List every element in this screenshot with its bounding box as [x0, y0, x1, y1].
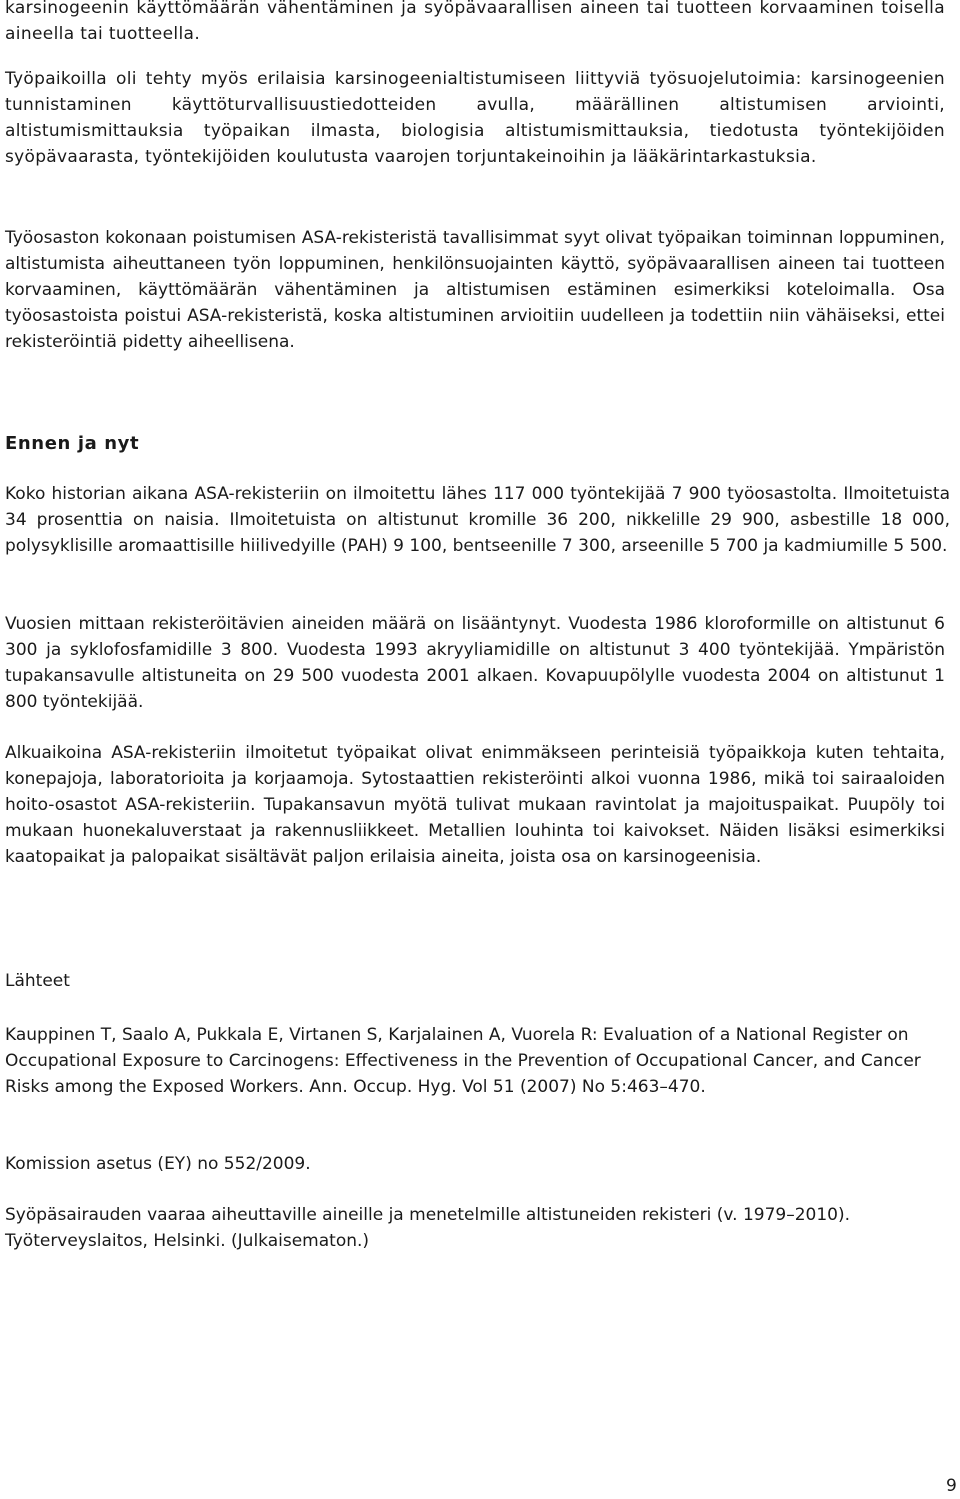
history-paragraph: Koko historian aikana ASA-rekisteriin on ilmoitettu lähes 117 000 työntekijää 7 900 työosastolta. Ilmoitetuista 34 prosenttia on naisia. Ilmoitetuista on altistunut kromille 36 200, nikkelille 29 900, asbestille 18 000, polysyklisille aromaattisille hiilivedyille (PAH) 9 100, bentseenille 7 300, arseenille 5 700 ja kadmiumille 5 500. — [5, 484, 950, 556]
intro-paragraph: karsinogeenin käyttömäärän vähentäminen ja syöpävaarallisen aineen tai tuotteen korvaaminen toisella aineella tai tuotteella. — [5, 0, 945, 44]
reference-item: Syöpäsairauden vaaraa aiheuttaville aineille ja menetelmille altistuneiden rekisteri (v. 1979–2010). Työterveyslaitos, Helsinki. (Julkaisematon.) — [5, 1205, 851, 1251]
page-number: 9 — [946, 1476, 957, 1496]
measures-paragraph: Työpaikoilla oli tehty myös erilaisia karsinogeenialtistumiseen liittyviä työsuojelutoimia: karsinogeenien tunnistaminen käyttöturvallisuustiedotteiden avulla, määrällinen altistumisen arviointi, altistumismittauksia työpaikan ilmasta, biologisia altistumismittauksia, tiedotusta työntekijöiden syöpävaarasta, työntekijöiden koulutusta vaarojen torjuntakeinoihin ja lääkärintarkastuksia. — [5, 69, 945, 167]
reference-item: Kauppinen T, Saalo A, Pukkala E, Virtanen S, Karjalainen A, Vuorela R: Evaluation of a National Register on Occupational Exposure to Carcinogens: Effectiveness in the Prevention of Occupational Cancer, and Cancer Risks among the Exposed Workers. Ann. Occup. Hyg. Vol 51 (2007) No 5:463–470. — [5, 1025, 921, 1097]
growth-paragraph: Vuosien mittaan rekisteröitävien aineiden määrä on lisääntynyt. Vuodesta 1986 kloroformille on altistunut 6 300 ja syklofosfamidille 3 800. Vuodesta 1993 akryyliamidille on altistunut 3 400 työntekijää. Ympäristön tupakansavulle altistuneita on 29 500 vuodesta 2001 alkaen. Kovapuupölylle vuodesta 2004 on altistunut 1 800 työntekijää. — [5, 614, 945, 712]
early-workplaces-paragraph: Alkuaikoina ASA-rekisteriin ilmoitetut työpaikat olivat enimmäkseen perinteisiä työpaikkoja kuten tehtaita, konepajoja, laboratorioita ja korjaamoja. Sytostaattien rekisteröinti alkoi vuonna 1986, mikä toi sairaaloiden hoito-osastot ASA-rekisteriin. Tupakansavun myötä tulivat mukaan ravintolat ja majoituspaikat. Puupöly toi mukaan huonekaluverstaat ja rakennusliikkeet. Metallien louhinta toi kaivokset. Näiden lisäksi esimerkiksi kaatopaikat ja palopaikat sisältävät paljon erilaisia aineita, joista osa on karsinogeenisia. — [5, 743, 945, 867]
section-heading: Ennen ja nyt — [5, 433, 140, 454]
sources-heading: Lähteet — [5, 971, 70, 991]
removal-paragraph: Työosaston kokonaan poistumisen ASA-rekisteristä tavallisimmat syyt olivat työpaikan toiminnan loppuminen, altistumista aiheuttaneen työn loppuminen, henkilönsuojainten käyttö, syöpävaarallisen aineen tai tuotteen korvaaminen, käyttömäärän vähentäminen ja altistumisen estäminen esimerkiksi koteloimalla. Osa työosastoista poistui ASA-rekisteristä, koska altistuminen arvioitiin uudelleen ja todettiin niin vähäiseksi, ettei rekisteröintiä pidetty aiheellisena. — [5, 228, 945, 352]
reference-item: Komission asetus (EY) no 552/2009. — [5, 1154, 311, 1174]
